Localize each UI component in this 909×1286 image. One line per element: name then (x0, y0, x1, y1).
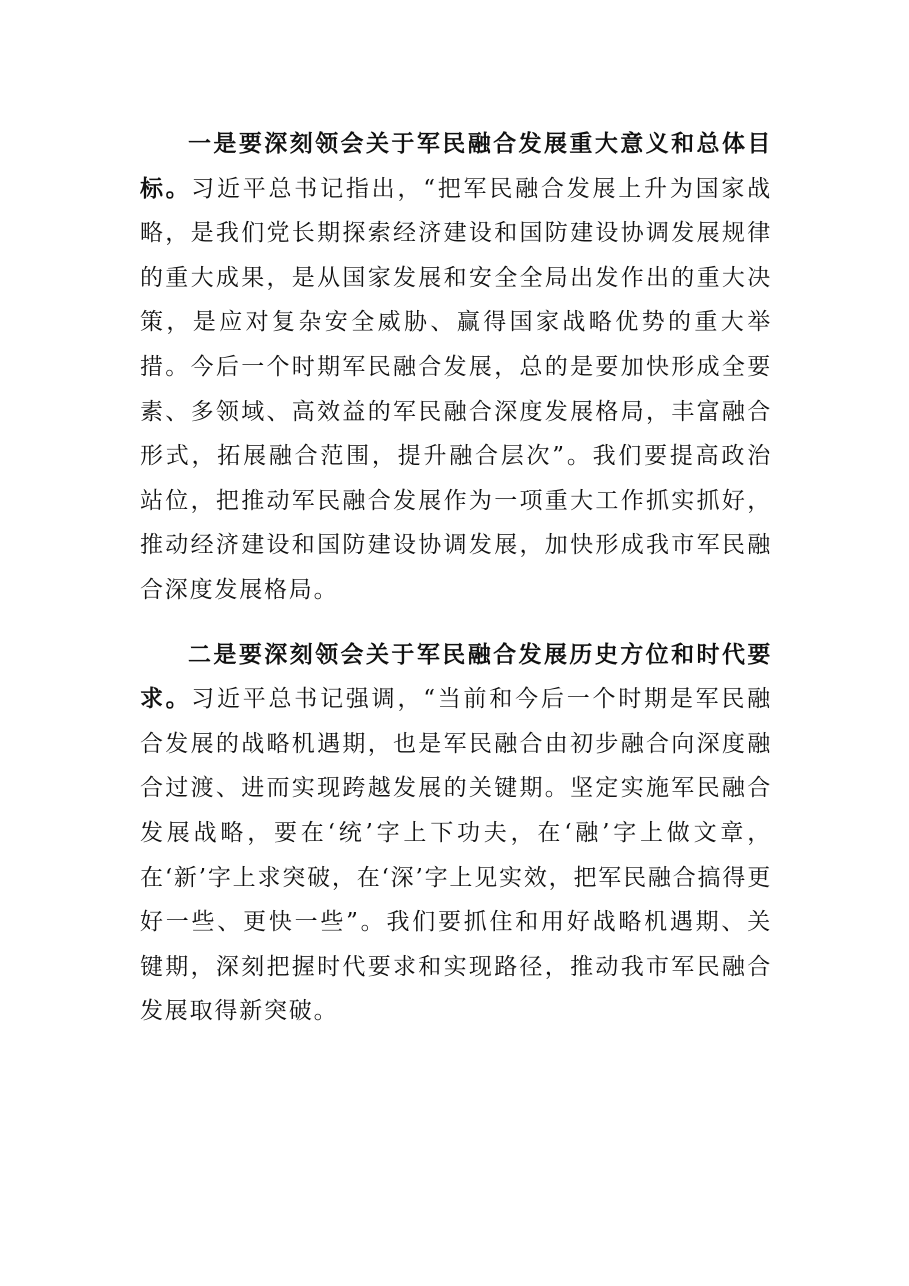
paragraph-2-lead: 二是要深刻领会关于军民融合发展历史方位和时代要求。 (140, 641, 772, 713)
paragraph-1 (140, 122, 772, 613)
document-body (140, 122, 772, 1034)
paragraph-2-body: 习近平总书记强调，“当前和今后一个时期是军民融合发展的战略机遇期，也是军民融合由初步融合向深度融合过渡、进而实现跨越发展的关键期。坚定实施军民融合发展战略，要在‘统’字上下功夫，在‘融’字上做文章，在‘新’字上求突破，在‘深’字上见实效，把军民融合搞得更好一些、更快一些”。我们要抓住和用好战略机遇期、关键期，深刻把握时代要求和实现路径，推动我市军民融合发展取得新突破。 (140, 686, 772, 1025)
paragraph-1-body: 习近平总书记指出，“把军民融合发展上升为国家战略，是我们党长期探索经济建设和国防建设协调发展规律的重大成果，是从国家发展和安全全局出发作出的重大决策，是应对复杂安全威胁、赢得国家战略优势的重大举措。今后一个时期军民融合发展，总的是要加快形成全要素、多领域、高效益的军民融合深度发展格局，丰富融合形式，拓展融合范围，提升融合层次”。我们要提高政治站位，把推动军民融合发展作为一项重大工作抓实抓好，推动经济建设和国防建设协调发展，加快形成我市军民融合深度发展格局。 (140, 175, 772, 603)
paragraph-1-lead: 一是要深刻领会关于军民融合发展重大意义和总体目标。 (140, 131, 772, 202)
paragraph-2 (140, 633, 772, 1034)
